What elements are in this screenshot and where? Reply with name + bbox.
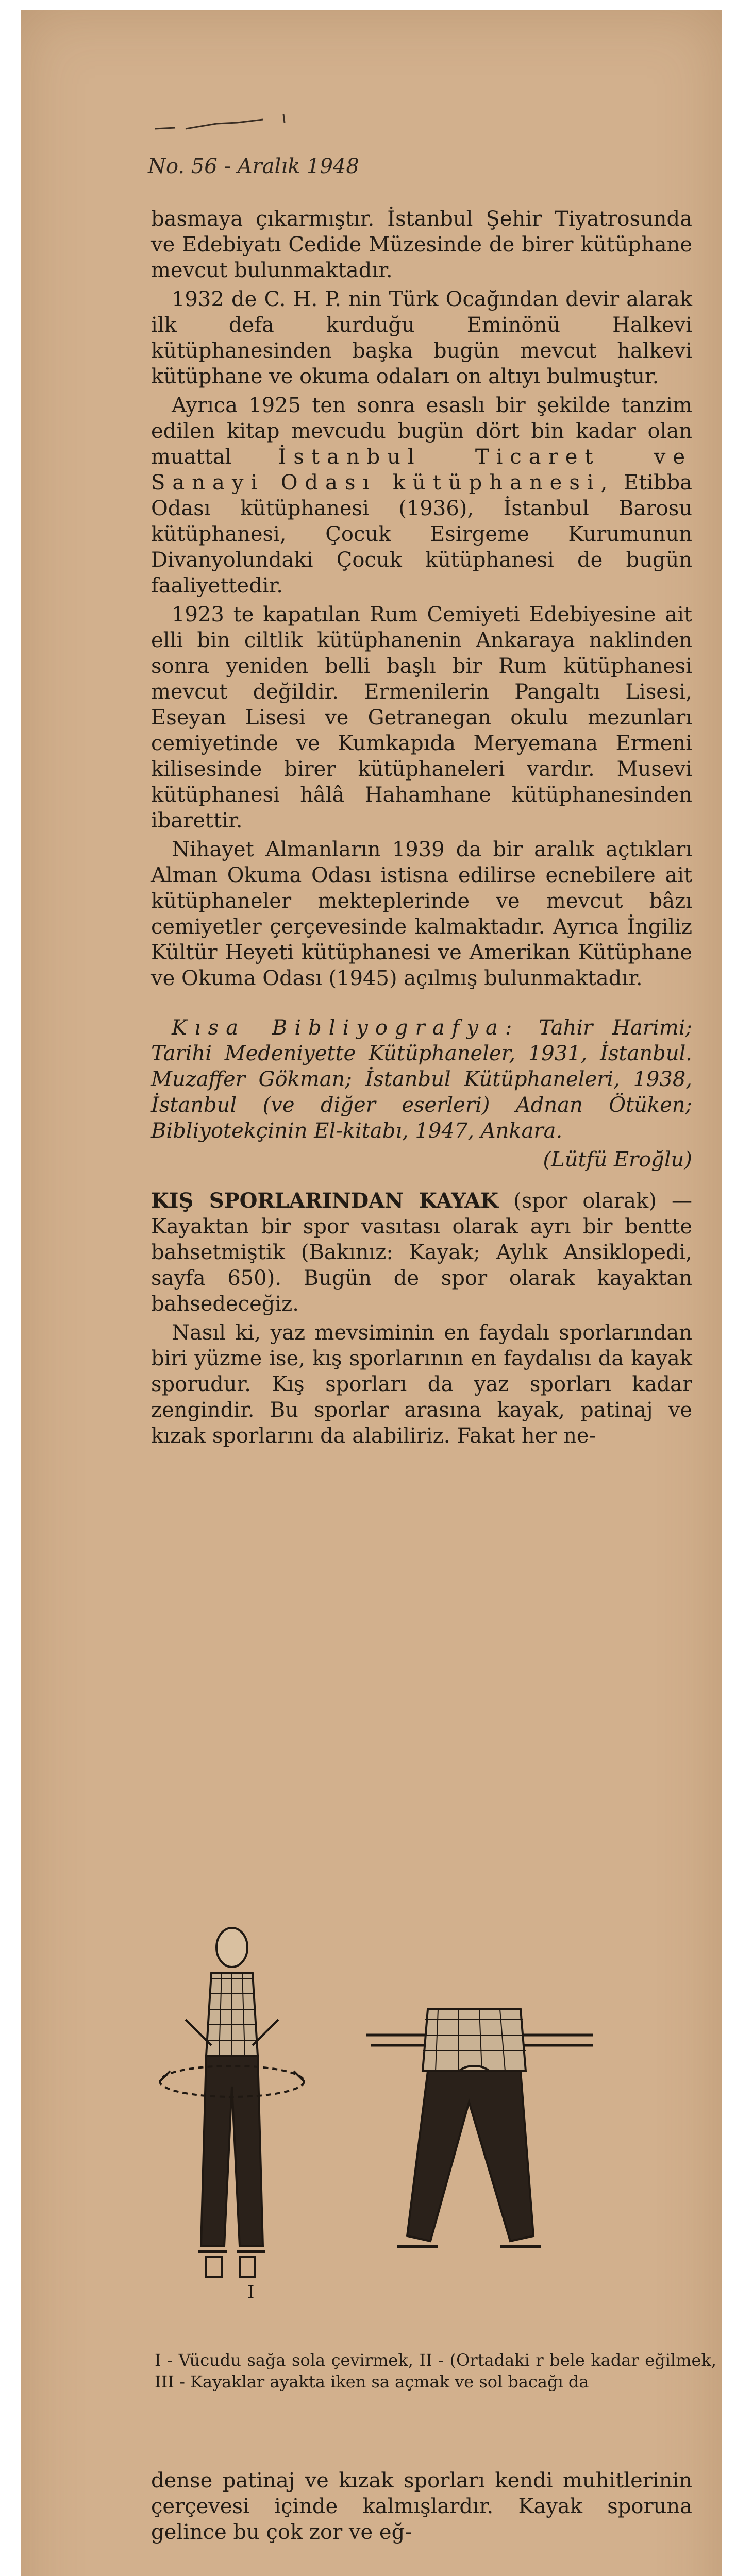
- continuation-column: [151, 2468, 692, 2545]
- paragraph: basmaya çıkarmıştır. İstanbul Şehir Tiyatrosunda ve Edebiyatı Cedide Müzesinde de birer kütüphane mevcut bulunmaktadır.: [151, 207, 692, 282]
- figure-standing: [160, 1928, 304, 2277]
- entry-intro: KIŞ SPORLARINDAN KAYAK (spor olarak) — Kayaktan bir spor vasıtası olarak ayrı bir bentte bahsetmiştik (Bakınız: Kayak; Aylık Ansiklopedi, sayfa 650). Bugün de spor olarak kayaktan bahsedeceğiz.: [151, 1189, 693, 1316]
- figure-label: I: [247, 2282, 255, 2302]
- paragraph: Nasıl ki, yaz mevsiminin en faydalı sporlarından biri yüzme ise, kış sporlarının en faydalısı da kayak sporudur. Kış sporları da yaz sporları kadar zengindir. Bu sporlar arasına kayak, patinaj ve kızak sporlarını da alabiliriz. Fakat her ne-: [151, 1321, 692, 1448]
- paragraph: 1923 te kapatılan Rum Cemiyeti Edebiyesine ait elli bin ciltlik kütüphanenin Ankaraya naklinden sonra yeniden belli başlı bir Rum kütüphanesi mevcut değildir. Ermenilerin Pangaltı Lisesi, Eseyan Lisesi ve Getranegan okulu mezunları cemiyetinde ve Kumkapıda Meryemana Ermeni kilisesinde birer kütüphaneleri vardır. Musevi kütüphanesi hâlâ Hahamhane kütüphanesinden ibarettir.: [151, 603, 692, 833]
- paragraph: Nihayet Almanların 1939 da bir aralık açtıkları Alman Okuma Odası istisna edilirse ecnebilere ait kütüphaneler mekteplerinde ve mevcut bâzı cemiyetler çerçevesinde kalmaktadır. Ayrıca İngiliz Kültür Heyeti kütüphanesi ve Amerikan Kütüphane ve Okuma Odası (1945) açılmış bulunmaktadır.: [151, 838, 692, 990]
- author-signature: (Lütfü Eroğlu): [543, 1148, 692, 1172]
- figure-bending: [366, 2009, 593, 2246]
- bibliography: Kısa Bibliyografya: Tahir Harimi; Tarihi Medeniyette Kütüphaneler, 1931, İstanbul. Muzaffer Gökman; İstanbul Kütüphaneleri, 1938, İstanbul (ve diğer eserleri) Adnan Ötüken; Bibliyotekçinin El-kitabı, 1947, Ankara.: [151, 1016, 693, 1143]
- article-column: [151, 206, 692, 1452]
- paragraph: dense patinaj ve kızak sporları kendi muhitlerinin çerçevesi içinde kalmışlardır. Kayak sporuna gelince bu çok zor ve eğ-: [151, 2469, 692, 2544]
- pen-scribble: [155, 108, 309, 139]
- paragraph: Ayrıca 1925 ten sonra esaslı bir şekilde tanzim edilen kitap mevcudu bugün dört bin kadar olan muattal İstanbul Ticaret ve Sanayi Odası kütüphanesi, Etibba Odası kütüphanesi (1936), İstanbul Barosu kütüphanesi, Çocuk Esirgeme Kurumunun Divanyolundaki Çocuk kütüphanesi de bugün faaliyettedir.: [151, 394, 692, 598]
- figure-caption: I - Vücudu sağa sola çevirmek, II - (Ortadaki r bele kadar eğilmek, III - Kayaklar ayakta iken sa açmak ve sol bacağı da: [155, 2350, 716, 2392]
- issue-header: No. 56 - Aralık 1948: [148, 155, 359, 178]
- library-name: İstanbul Ticaret ve Sanayi Odası kütüphanesi,: [151, 445, 692, 495]
- exercise-illustration: [149, 1917, 722, 2339]
- entry-title: KIŞ SPORLARINDAN KAYAK: [151, 1189, 499, 1213]
- paragraph: 1932 de C. H. P. nin Türk Ocağından devir alarak ilk defa kurduğu Eminönü Halkevi kütüphanesinden başka bugün mevcut halkevi kütüphane ve okuma odaları on altıyı bulmuştur.: [151, 287, 692, 388]
